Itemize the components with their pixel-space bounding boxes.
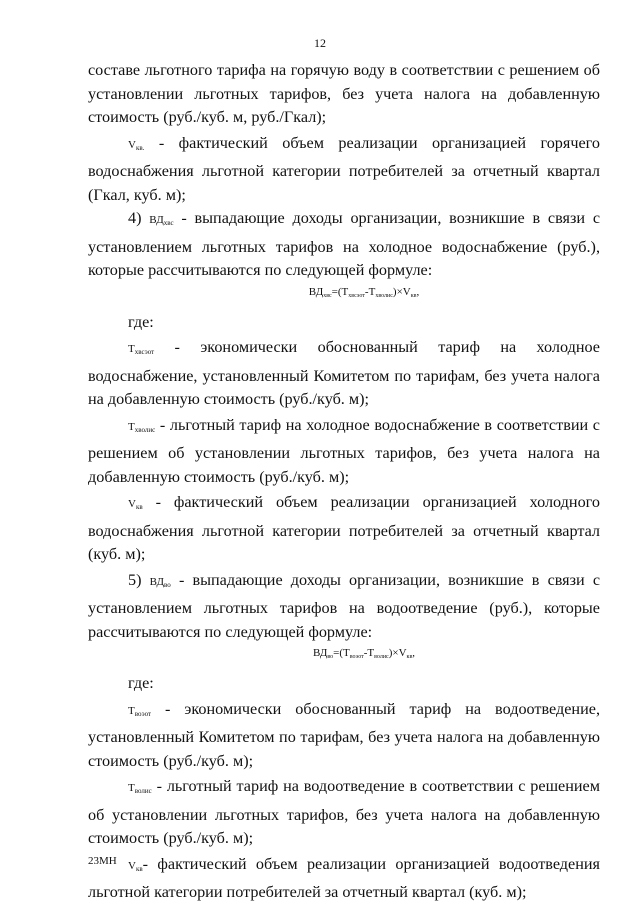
symbol-v: V — [128, 498, 136, 510]
paragraph-hot-water-tariff-end: составе льготного тарифа на горячую воду в соответствии с решением об установлении льготных тарифов, без учета налога на добавленную стоимость (руб./куб. м, руб./Гкал); — [88, 61, 600, 126]
paragraph-v-hot-water — [88, 132, 600, 208]
symbol-subscript: кв. — [135, 143, 145, 152]
symbol-v: V — [128, 138, 136, 151]
where-label: где: — [128, 674, 154, 692]
symbol-subscript: кв — [135, 864, 143, 873]
document-body — [88, 59, 600, 905]
symbol-subscript: хволис — [134, 425, 156, 434]
formula-cold-water: ВДхвс=(Тхвсэот-Тхволис)×Vкв, — [308, 285, 420, 299]
paragraph-t-waste-econ — [88, 698, 600, 774]
definition-text: - экономически обоснованный тариф на водоотведение, установленный Комитетом по тарифам, без учета налога на добавленную стоимость (руб./куб. м); — [88, 699, 600, 770]
document-code: 23МН — [88, 855, 117, 867]
symbol-subscript: воэот — [134, 709, 152, 718]
paragraph-item-4 — [88, 207, 600, 283]
page-number: 12 — [314, 36, 326, 50]
symbol-t: Т — [128, 782, 135, 794]
definition-text: - фактический объем реализации организацией водоотведения льготной категории потребителей за отчетный квартал (куб. м); — [88, 854, 600, 901]
symbol-v: V — [128, 859, 136, 872]
symbol-subscript: кв — [135, 503, 143, 511]
paragraph-t-cold-pref — [88, 414, 600, 490]
definition-text: - фактический объем реализации организацией горячего водоснабжения льготной категории потребителей за отчетный квартал (Гкал, куб. м); — [88, 133, 600, 204]
symbol-subscript: волис — [134, 787, 152, 795]
formula-wastewater: ВДво=(Твоэот-Тволис)×Vкв, — [312, 647, 416, 660]
paragraph-v-wastewater — [88, 853, 600, 905]
item-number: 4) — [128, 209, 142, 227]
paragraph-item-5 — [88, 569, 600, 645]
symbol-vd: ВД — [149, 214, 164, 226]
symbol-t: Т — [128, 420, 135, 433]
paragraph-t-waste-pref — [88, 775, 600, 851]
definition-text: - выпадающие доходы организации, возникшие в связи с установлением льготных тарифов на холодное водоснабжение (руб.), которые рассчитываются по следующей формуле: — [88, 209, 601, 279]
symbol-t: Т — [128, 704, 135, 717]
item-number: 5) — [128, 570, 142, 589]
symbol-subscript: во — [164, 580, 171, 589]
definition-text: - выпадающие доходы организации, возникшие в связи с установлением льготных тарифов на водоотведение (руб.), которые рассчитываются по следующей формуле: — [88, 570, 601, 641]
where-label: где: — [128, 312, 154, 331]
definition-text: - экономически обоснованный тариф на холодное водоснабжение, установленный Комитетом по тарифам, без учета налога на добавленную стоимость (руб./куб. м); — [88, 338, 600, 408]
definition-text: - льготный тариф на холодное водоснабжение в соответствии с решением об установлении льготных тарифов, без учета налога на добавленную стоимость (руб./куб. м); — [88, 415, 600, 486]
definition-text: - льготный тариф на водоотведение в соответствии с решением об установлении льготных тарифов, без учета налога на добавленную стоимость (руб./куб. м); — [88, 777, 600, 847]
paragraph-t-cold-econ — [88, 336, 600, 412]
definition-text: - фактический объем реализации организацией холодного водоснабжения льготной категории потребителей за отчетный квартал (куб. м); — [88, 493, 600, 563]
symbol-subscript: хвс — [163, 219, 174, 227]
symbol-t: Т — [128, 343, 135, 355]
symbol-vd: ВД — [149, 575, 165, 588]
paragraph-v-cold-water — [88, 491, 600, 567]
symbol-subscript: хвсэот — [134, 348, 155, 356]
